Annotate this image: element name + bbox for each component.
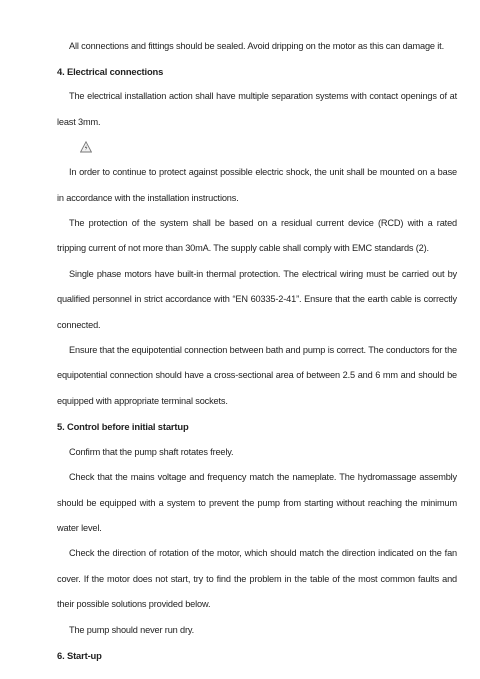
section-5-paragraph-1: Confirm that the pump shaft rotates freely. bbox=[69, 446, 234, 457]
section-5-paragraph-4: The pump should never run dry. bbox=[69, 624, 195, 635]
section-6-heading: 6. Start-up bbox=[57, 649, 102, 661]
section-5-paragraph-2: Check that the mains voltage and frequency match the nameplate. The hydromassage assembly should be equipped with a system to prevent the pump from starting without reaching the minimum water level. bbox=[57, 472, 457, 533]
section-4-paragraph-1: The electrical installation action shall have multiple separation systems with contact openings of at least 3mm. bbox=[57, 91, 457, 127]
warning-triangle-icon bbox=[80, 141, 92, 153]
section-5-paragraph-3: Check the direction of rotation of the motor, which should match the direction indicated on the fan cover. If the motor does not start, try to find the problem in the table of the most common faults and their possible solutions provided below. bbox=[57, 548, 457, 610]
intro-paragraph: All connections and fittings should be sealed. Avoid dripping on the motor as this can damage it. bbox=[69, 41, 444, 51]
document-page bbox=[57, 0, 457, 668]
warning-row bbox=[57, 135, 457, 160]
section-4-paragraph-5: Ensure that the equipotential connection between bath and pump is correct. The conductors for the equipotential connection should have a cross-sectional area of between 2.5 and 6 mm and should be equipped with appropriate terminal sockets. bbox=[57, 345, 457, 406]
section-4-heading: 4. Electrical connections bbox=[57, 66, 164, 77]
section-4-paragraph-3: The protection of the system shall be based on a residual current device (RCD) with a rated tripping current of not more than 30mA. The supply cable shall comply with EMC standards (2). bbox=[57, 218, 457, 254]
section-4-paragraph-2: In order to continue to protect against possible electric shock, the unit shall be mounted on a base in accordance with the installation instructions. bbox=[57, 167, 457, 203]
section-4-paragraph-4: Single phase motors have built-in thermal protection. The electrical wiring must be carried out by qualified personnel in strict accordance with “EN 60335-2-41”. Ensure that the earth cable is correctly connected. bbox=[57, 268, 457, 330]
section-5-heading: 5. Control before initial startup bbox=[57, 421, 189, 433]
